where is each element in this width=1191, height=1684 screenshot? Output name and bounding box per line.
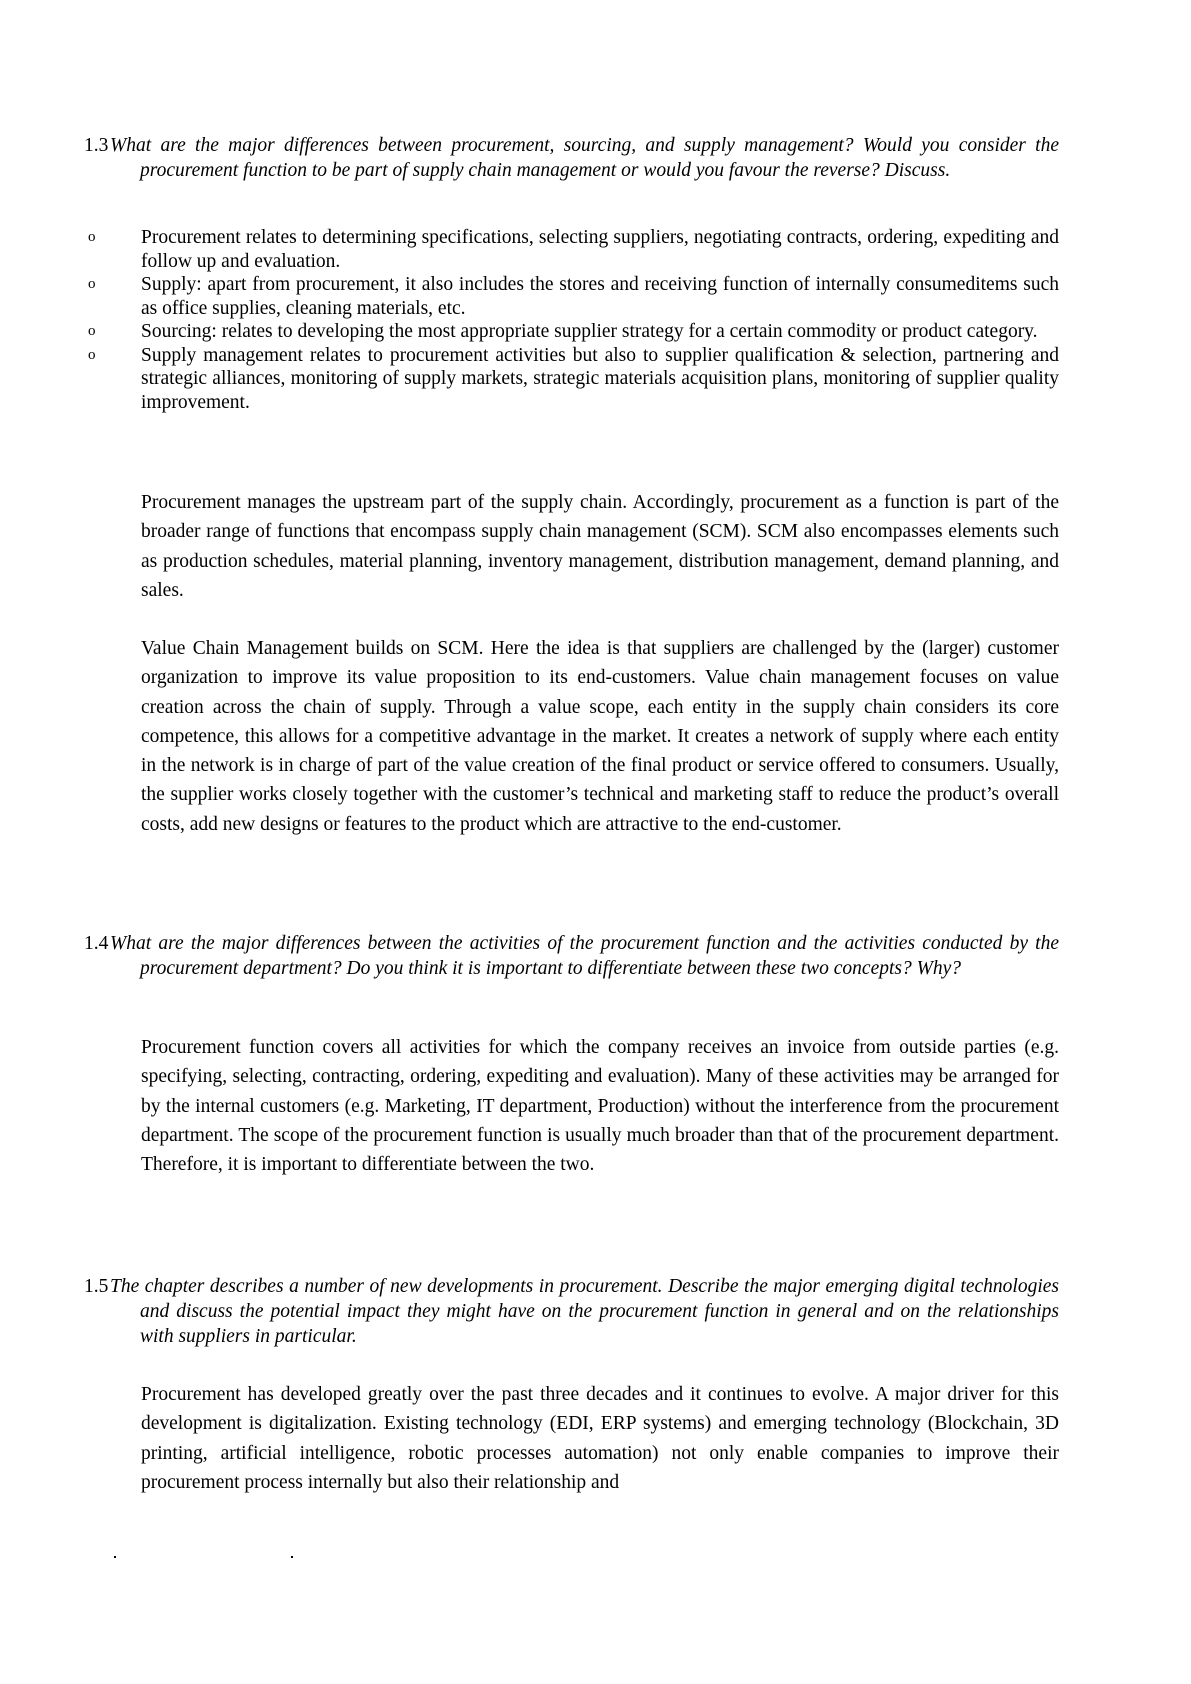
question-number: 1.5: [84, 1276, 109, 1297]
question-1-3: [84, 133, 1059, 183]
list-item-text: Supply management relates to procurement activities but also to supplier qualification & selection, partnering and strategic alliances, monitoring of supply markets, strategic materials acquisition plans, monitoring of supplier quality improvement.: [141, 344, 1059, 413]
list-item-text: Supply: apart from procurement, it also includes the stores and receiving function of internally consumeditems such as office supplies, cleaning materials, etc.: [141, 274, 1059, 319]
list-item: [84, 273, 1059, 320]
question-1-4: [84, 931, 1059, 981]
answer-paragraph: Value Chain Management builds on SCM. Here the idea is that suppliers are challenged by the (larger) customer organization to improve its value proposition to its end-customers. Value chain management focuses on value creation across the chain of supply. Through a value scope, each entity in the supply chain considers its core competence, this allows for a competitive advantage in the market. It creates a network of supply where each entity in the network is in charge of part of the value creation of the final product or service offered to consumers. Usually, the supplier works closely together with the customer’s technical and marketing staff to reduce the product’s overall costs, add new designs or features to the product which are attractive to the end-customer.: [141, 638, 1059, 835]
list-item: [84, 344, 1059, 415]
bullet-circle-icon: o: [88, 229, 96, 245]
question-text: The chapter describes a number of new developments in procurement. Describe the major emerging digital technologies and discuss the potential impact they might have on the procurement function in general and on the relationships with suppliers in particular.: [110, 1276, 1059, 1347]
answer-paragraph: Procurement function covers all activities for which the company receives an invoice from outside parties (e.g. specifying, selecting, contracting, ordering, expediting and evaluation). Many of these activities may be arranged for by the internal customers (e.g. Marketing, IT department, Production) without the interference from the procurement department. The scope of the procurement function is usually much broader than that of the procurement department. Therefore, it is important to differentiate between the two.: [141, 1037, 1059, 1176]
bullet-circle-icon: o: [88, 323, 96, 339]
answer-paragraph: Procurement has developed greatly over the past three decades and it continues to evolve. A major driver for this development is digitalization. Existing technology (EDI, ERP systems) and emerging technology (Blockchain, 3D printing, artificial intelligence, robotic processes automation) not only enable companies to improve their procurement process internally but also their relationship and: [141, 1384, 1059, 1493]
list-item: [84, 320, 1059, 344]
question-number: 1.4: [84, 933, 109, 954]
question-1-5: [84, 1274, 1059, 1349]
definition-list: [84, 226, 1059, 414]
footer-dot: [291, 1556, 293, 1558]
question-text: What are the major differences between the activities of the procurement function and the activities conducted by the procurement department? Do you think it is important to differentiate between these two concepts? Why?: [110, 933, 1059, 979]
bullet-circle-icon: o: [88, 276, 96, 292]
list-item: [84, 226, 1059, 273]
list-item-text: Procurement relates to determining specifications, selecting suppliers, negotiating contracts, ordering, expediting and follow up and evaluation.: [141, 227, 1059, 272]
question-text: What are the major differences between procurement, sourcing, and supply management? Would you consider the procurement function to be part of supply chain management or would you favour the reverse? Discuss.: [110, 135, 1059, 181]
question-number: 1.3: [84, 135, 109, 156]
answer-paragraph: Procurement manages the upstream part of the supply chain. Accordingly, procurement as a function is part of the broader range of functions that encompass supply chain management (SCM). SCM also encompasses elements such as production schedules, material planning, inventory management, distribution management, demand planning, and sales.: [141, 492, 1059, 601]
list-item-text: Sourcing: relates to developing the most appropriate supplier strategy for a certain commodity or product category.: [141, 321, 1038, 342]
footer-dot: [114, 1556, 116, 1558]
bullet-circle-icon: o: [88, 346, 96, 363]
